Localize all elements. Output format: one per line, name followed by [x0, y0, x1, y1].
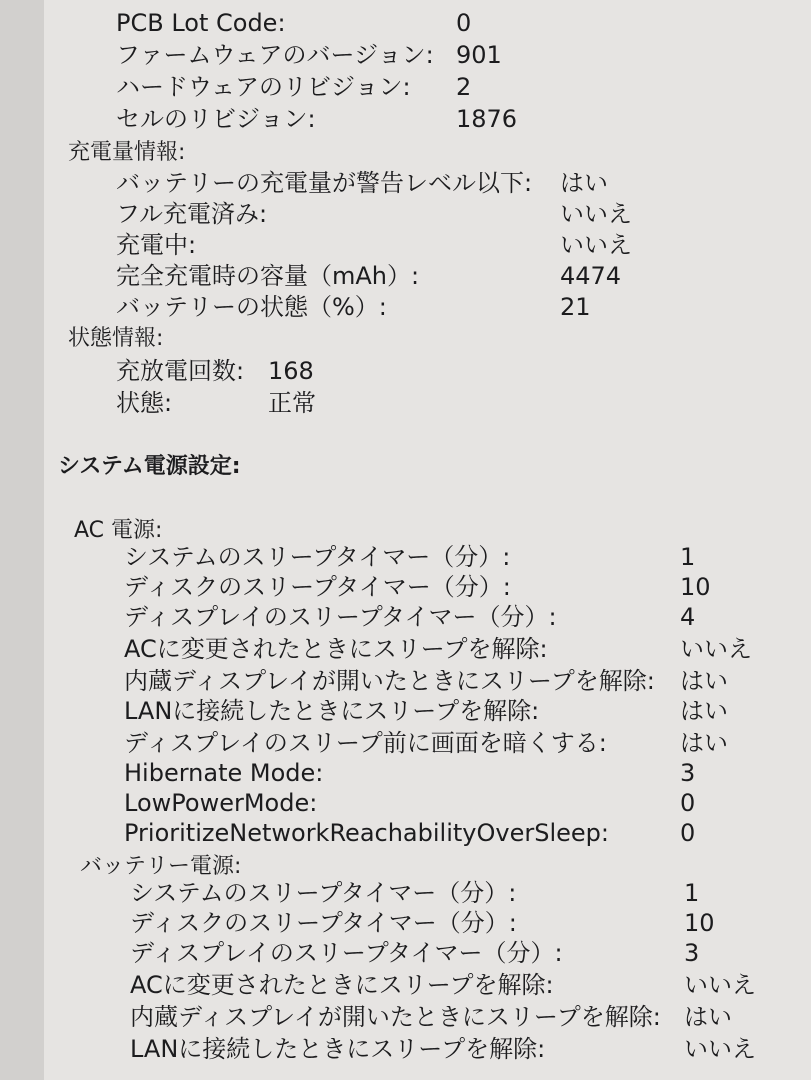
ac-dim-display-label: ディスプレイのスリープ前に画面を暗くする: — [124, 729, 607, 757]
condition-value: 正常 — [268, 389, 316, 417]
cell-revision-value: 1876 — [456, 105, 518, 133]
ac-wake-on-lid-open-label: 内蔵ディスプレイが開いたときにスリープを解除: — [124, 667, 655, 695]
fully-charged-label: フル充電済み: — [116, 200, 268, 228]
ac-wake-on-lan-label: LANに接続したときにスリープを解除: — [124, 697, 540, 725]
full-charge-capacity-label: 完全充電時の容量（mAh）: — [116, 262, 420, 290]
battery-wake-on-lid-open-value: はい — [684, 1003, 732, 1031]
ac-wake-on-ac-change-value: いいえ — [680, 635, 752, 663]
ac-display-sleep-label: ディスプレイのスリープタイマー（分）: — [124, 603, 557, 631]
ac-wake-on-lan-value: はい — [680, 697, 728, 725]
power-settings-title: システム電源設定: — [58, 454, 241, 479]
battery-system-sleep-label: システムのスリープタイマー（分）: — [130, 879, 517, 907]
ac-disk-sleep-label: ディスクのスリープタイマー（分）: — [124, 573, 511, 601]
ac-system-sleep-label: システムのスリープタイマー（分）: — [124, 543, 511, 571]
state-of-charge-value: 21 — [560, 293, 591, 321]
ac-dim-display-value: はい — [680, 729, 728, 757]
charge-info-header: 充電量情報: — [68, 140, 186, 165]
ac-low-power-mode-value: 0 — [680, 789, 696, 817]
firmware-version-value: 901 — [456, 41, 502, 69]
cycle-count-label: 充放電回数: — [116, 357, 245, 385]
ac-wake-on-ac-change-label: ACに変更されたときにスリープを解除: — [124, 635, 548, 663]
charge-below-warning-label: バッテリーの充電量が警告レベル以下: — [116, 169, 533, 197]
charging-label: 充電中: — [116, 231, 197, 259]
battery-disk-sleep-label: ディスクのスリープタイマー（分）: — [130, 909, 517, 937]
pcb-lot-code-value: 0 — [456, 9, 472, 37]
hardware-revision-value: 2 — [456, 73, 472, 101]
system-report-detail-pane — [44, 0, 811, 1080]
battery-wake-on-lid-open-label: 内蔵ディスプレイが開いたときにスリープを解除: — [130, 1003, 661, 1031]
ac-display-sleep-value: 4 — [680, 603, 696, 631]
cell-revision-label: セルのリビジョン: — [116, 105, 316, 133]
hardware-revision-label: ハードウェアのリビジョン: — [116, 73, 411, 101]
battery-display-sleep-value: 3 — [684, 939, 700, 967]
ac-hibernate-mode-value: 3 — [680, 759, 696, 787]
ac-power-header: AC 電源: — [74, 518, 163, 543]
battery-disk-sleep-value: 10 — [684, 909, 715, 937]
battery-wake-on-ac-change-label: ACに変更されたときにスリープを解除: — [130, 971, 554, 999]
firmware-version-label: ファームウェアのバージョン: — [116, 41, 434, 69]
ac-prioritize-network-label: PrioritizeNetworkReachabilityOverSleep: — [124, 819, 609, 847]
ac-system-sleep-value: 1 — [680, 543, 696, 571]
ac-disk-sleep-value: 10 — [680, 573, 711, 601]
battery-power-header: バッテリー電源: — [80, 854, 242, 879]
charge-below-warning-value: はい — [560, 169, 608, 197]
ac-prioritize-network-value: 0 — [680, 819, 696, 847]
charging-value: いいえ — [560, 231, 632, 259]
battery-system-sleep-value: 1 — [684, 879, 700, 907]
battery-wake-on-ac-change-value: いいえ — [684, 971, 756, 999]
state-of-charge-label: バッテリーの状態（%）: — [116, 293, 387, 321]
health-info-header: 状態情報: — [68, 326, 164, 351]
ac-wake-on-lid-open-value: はい — [680, 667, 728, 695]
full-charge-capacity-value: 4474 — [560, 262, 622, 290]
pcb-lot-code-label: PCB Lot Code: — [116, 9, 286, 37]
cycle-count-value: 168 — [268, 357, 314, 385]
battery-display-sleep-label: ディスプレイのスリープタイマー（分）: — [130, 939, 563, 967]
condition-label: 状態: — [116, 389, 173, 417]
battery-wake-on-lan-label: LANに接続したときにスリープを解除: — [130, 1035, 546, 1063]
fully-charged-value: いいえ — [560, 200, 632, 228]
ac-hibernate-mode-label: Hibernate Mode: — [124, 759, 324, 787]
ac-low-power-mode-label: LowPowerMode: — [124, 789, 318, 817]
battery-wake-on-lan-value: いいえ — [684, 1035, 756, 1063]
sidebar-edge — [0, 0, 45, 1080]
